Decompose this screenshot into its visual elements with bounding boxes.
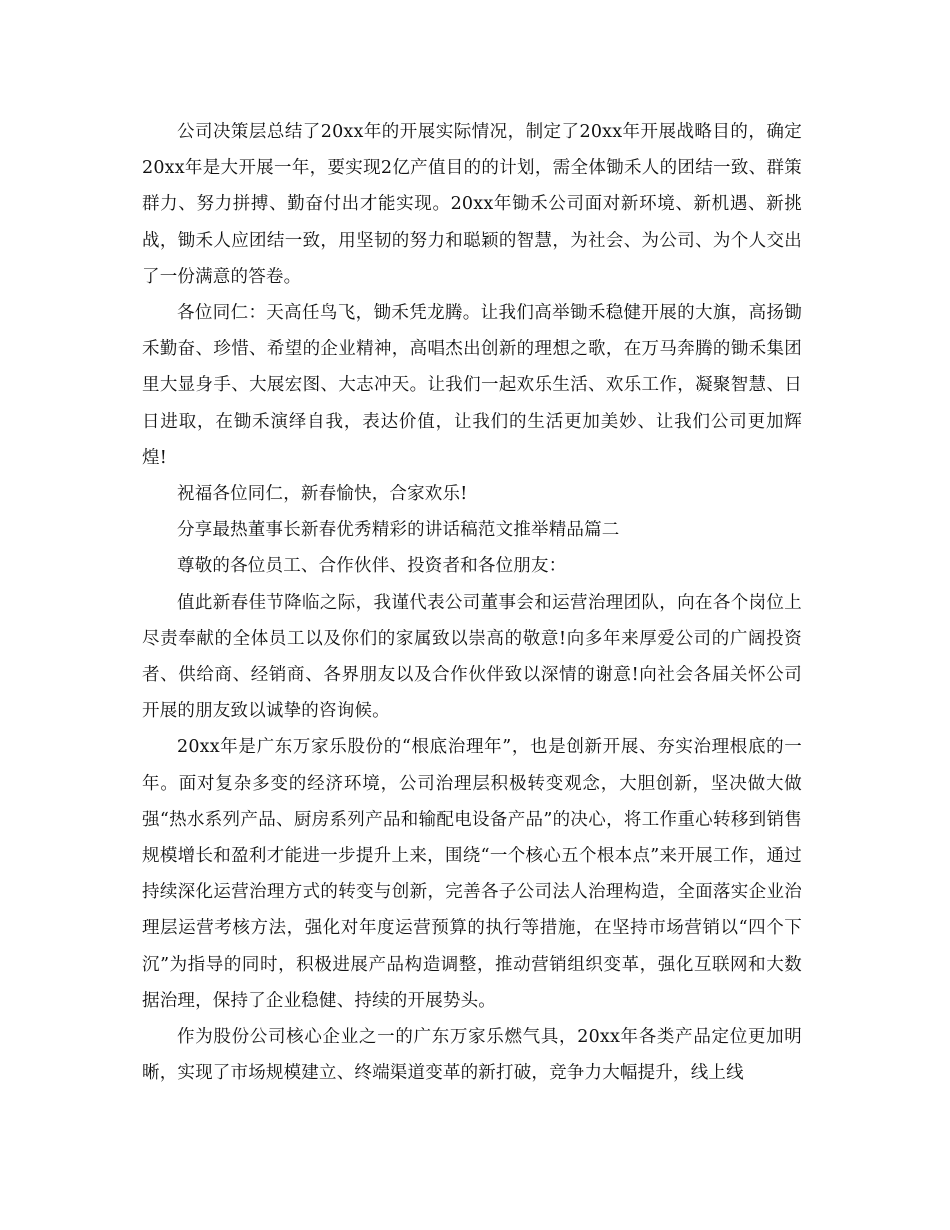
- paragraph-colleagues-call: 各位同仁：天高任鸟飞，锄禾凭龙腾。让我们高举锄禾稳健开展的大旗，高扬锄禾勤奋、珍惜、希望的企业精神，高唱杰出创新的理想之歌，在万马奔腾的锄禾集团里大显身手、大展宏图、大志冲天。让我们一起欢乐生活、欢乐工作，凝聚智慧、日日进取，在锄禾演绎自我，表达价值，让我们的生活更加美妙、让我们公司更加辉煌!: [142, 303, 802, 468]
- paragraph-gas-appliances: 作为股份公司核心企业之一的广东万家乐燃气具，20xx年各类产品定位更加明晰，实现了市场规模建立、终端渠道变革的新打破，竞争力大幅提升，线上线: [142, 1027, 802, 1084]
- paragraph-greetings: 值此新春佳节降临之际，我谨代表公司董事会和运营治理团队，向在各个岗位上尽责奉献的全体员工以及你们的家属致以崇高的敬意!向多年来厚爱公司的广阔投资者、供给商、经销商、各界朋友以及合作伙伴致以深情的谢意!向社会各届关怀公司开展的朋友致以诚挚的咨询候。: [142, 592, 802, 722]
- document-body: [142, 114, 802, 1091]
- paragraph-strategy-summary: 公司决策层总结了20xx年的开展实际情况，制定了20xx年开展战略目的，确定20xx年是大开展一年，要实现2亿产值目的的计划，需全体锄禾人的团结一致、群策群力、努力拼搏、勤奋付出才能实现。20xx年锄禾公司面对新环境、新机遇、新挑战，锄禾人应团结一致，用坚韧的努力和聪颖的智慧，为社会、为公司、为个人交出了一份满意的答卷。: [142, 122, 802, 287]
- section-heading: 分享最热董事长新春优秀精彩的讲话稿范文推举精品篇二: [177, 520, 620, 541]
- paragraph-management-year: 20xx年是广东万家乐股份的“根底治理年”，也是创新开展、夯实治理根底的一年。面对复杂多变的经济环境，公司治理层积极转变观念，大胆创新，坚决做大做强“热水系列产品、厨房系列产品和输配电设备产品”的决心，将工作重心转移到销售规模增长和盈利才能进一步提升上来，围绕“一个核心五个根本点”来开展工作，通过持续深化运营治理方式的转变与创新，完善各子公司法人治理构造，全面落实企业治理层运营考核方法，强化对年度运营预算的执行等措施，在坚持市场营销以“四个下沉”为指导的同时，积极进展产品构造调整，推动营销组织变革，强化互联网和大数据治理，保持了企业稳健、持续的开展势头。: [142, 737, 802, 1011]
- salutation: 尊敬的各位员工、合作伙伴、投资者和各位朋友：: [177, 556, 567, 577]
- paragraph-new-year-wish: 祝福各位同仁，新春愉快，合家欢乐!: [177, 484, 468, 505]
